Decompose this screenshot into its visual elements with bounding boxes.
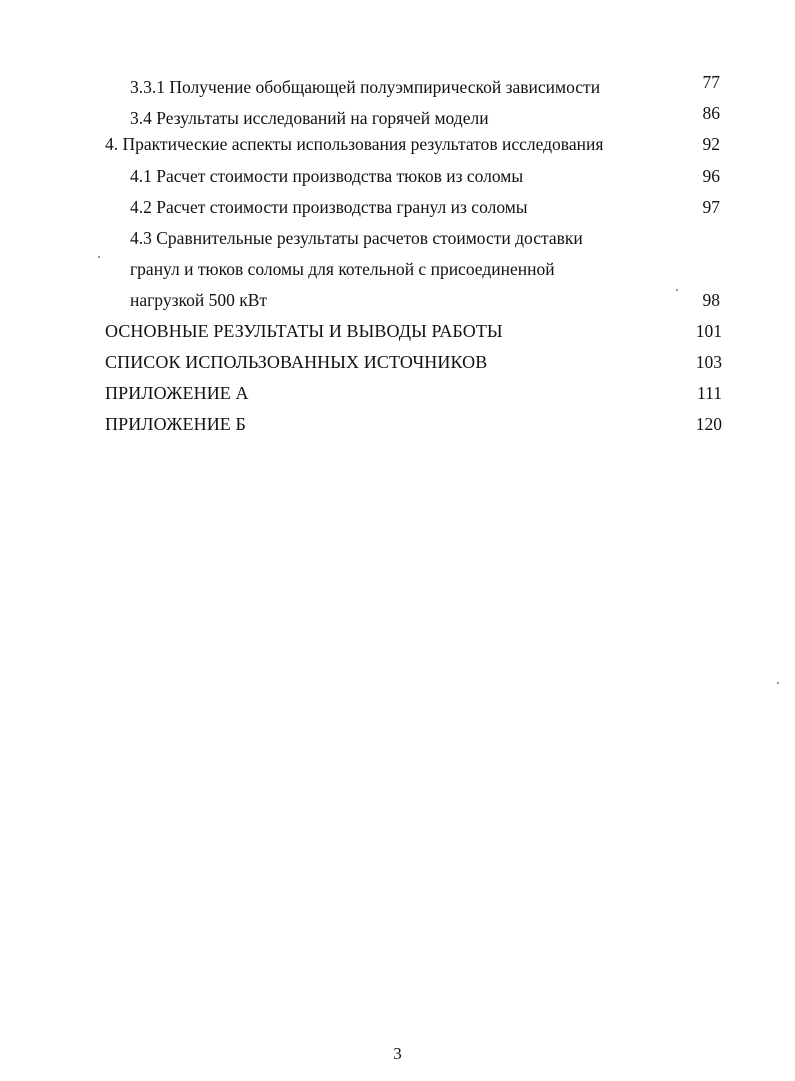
toc-entry-4-2: 4.2 Расчет стоимости производства гранул из соломы: [130, 197, 528, 217]
toc-entry-references: СПИСОК ИСПОЛЬЗОВАННЫХ ИСТОЧНИКОВ: [105, 352, 488, 372]
toc-entry-4-3: 4.3 Сравнительные результаты расчетов стоимости доставки: [130, 228, 583, 248]
toc-entry-appendix-b: ПРИЛОЖЕНИЕ Б: [105, 414, 246, 434]
toc-page-number: 92: [702, 134, 720, 154]
scan-speck: [676, 289, 678, 291]
toc-entry-4-1: 4.1 Расчет стоимости производства тюков из соломы: [130, 166, 524, 186]
toc-entry-4-3-continued: гранул и тюков соломы для котельной с присоединенной: [130, 259, 555, 279]
toc-entry-appendix-a: ПРИЛОЖЕНИЕ А: [105, 383, 249, 403]
toc-page-number: 86: [702, 103, 720, 123]
toc-entry-4-3-continued: нагрузкой 500 кВт: [130, 290, 268, 310]
toc-page-number: 103: [695, 352, 722, 372]
toc-entry-main-results: ОСНОВНЫЕ РЕЗУЛЬТАТЫ И ВЫВОДЫ РАБОТЫ: [105, 321, 503, 341]
toc-entry-3-3-1: 3.3.1 Получение обобщающей полуэмпирической зависимости: [130, 77, 601, 97]
toc-page-number: 96: [702, 166, 720, 186]
toc-page-number: 77: [702, 72, 720, 92]
toc-page-number: 111: [697, 383, 722, 403]
toc-entry-3-4: 3.4 Результаты исследований на горячей модели: [130, 108, 489, 128]
page-number: 3: [393, 1044, 402, 1063]
toc-entry-4: 4. Практические аспекты использования результатов исследования: [105, 134, 604, 154]
toc-page-number: 120: [695, 414, 722, 434]
scan-speck: [777, 682, 779, 684]
toc-page-number: 101: [695, 321, 722, 341]
toc-page-number: 98: [702, 290, 720, 310]
toc-page-number: 97: [702, 197, 720, 217]
scan-speck: [98, 256, 100, 258]
